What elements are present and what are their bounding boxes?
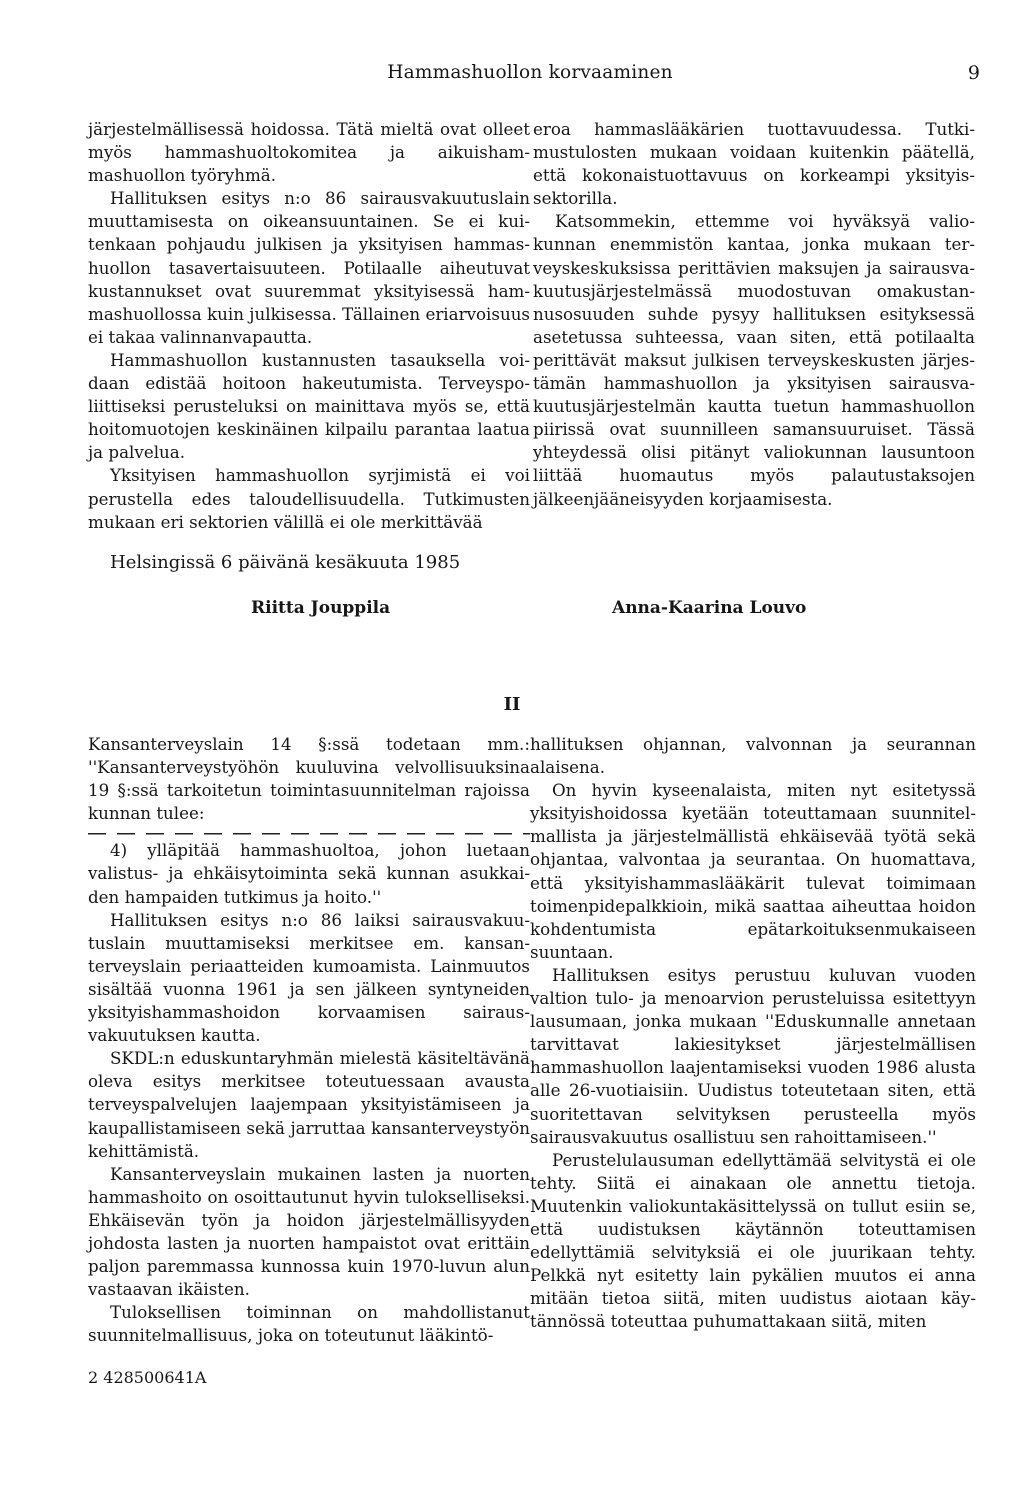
- paragraph: Yksityisen hammashuollon syrjimistä ei voi perustella edes taloudellisuudella. Tutkimusten mukaan eri sektorien välillä ei ole merkittävää: [88, 465, 530, 532]
- section-heading: II: [503, 694, 521, 715]
- paragraph: hallituksen ohjannan, valvonnan ja seurannan alaisena.: [530, 734, 976, 778]
- paragraph: Perustelulausuman edellyttämää selvitystä ei ole tehty. Siitä ei ainakaan ole annettu tietoja. Muutenkin valiokuntakäsittelyssä on tullut esiin se, että uudistuksen käytännön toteuttamisen edellyttämiä selvityksiä ei ole juurikaan tehty. Pelkkä nyt esitetty lain pykälien muutos ei anna mitään tietoa siitä, miten uudistus aiotaan käytännössä toteuttaa puhumattakaan siitä, miten: [530, 1149, 976, 1332]
- paragraph: Hallituksen esitys n:o 86 laiksi sairausvakuutuslain muuttamiseksi merkitsee em. kansanterveyslain periaatteiden kumoamista. Lainmuutos sisältää vuonna 1961 ja sen jälkeen syntyneiden yksityishammashoidon korvaamisen sairausvakuutuksen kautta.: [88, 909, 530, 1046]
- paragraph: On hyvin kyseenalaista, miten nyt esitetyssä yksityishoidossa kyetään toteuttamaan suunnitelmallista ja järjestelmällistä ehkäisevää työtä sekä ohjantaa, valvontaa ja seurantaa. On huomattava, että yksityishammaslääkärit tulevat toimimaan toimenpidepalkkioin, mikä saattaa aiheuttaa hoidon kohdentumista epätarkoituksenmukaiseen suuntaan.: [530, 780, 976, 962]
- paragraph: järjestelmällisessä hoidossa. Tätä mieltä ovat olleet myös hammashuoltokomitea ja aikuishammashuollon työryhmä.: [88, 119, 530, 186]
- part2-right-column: [530, 733, 976, 1333]
- signer-name: Riitta Jouppila: [251, 598, 391, 618]
- signature-place-date: Helsingissä 6 päivänä kesäkuuta 1985: [110, 552, 461, 573]
- part1-right-column: [533, 118, 975, 511]
- dashed-divider: [88, 828, 530, 838]
- signer-name: Anna-Kaarina Louvo: [612, 598, 807, 618]
- print-code: 2 428500641A: [88, 1368, 207, 1387]
- quote-intro: Kansanterveyslain 14 §:ssä todetaan mm.: ''Kansanterveystyöhön kuuluvina velvollisuuksina 19 §:ssä tarkoitetun toimintasuunnitelman rajoissa kunnan tulee:: [88, 734, 530, 824]
- paragraph: Katsommekin, ettemme voi hyväksyä valiokunnan enemmistön kantaa, jonka mukaan terveyskeskuksissa perittävien maksujen ja sairausvakuutusjärjestelmässä muodostuvan omakustannusosuuden suhde pysyy hallituksen esityksessä asetetussa suhteessa, vaan siten, että potilaalta perittävät maksut julkisen terveyskeskusten järjestämän hammashuollon ja yksityisen sairausvakuutusjärjestelmän kautta tuetun hammashuollon piirissä ovat suunnilleen samansuuruiset. Tässä yhteydessä olisi pitänyt valiokunnan lausuntoon liittää huomautus myös palautustaksojen jälkeenjääneisyyden korjaamisesta.: [533, 211, 975, 509]
- quote-item: 4) ylläpitää hammashuoltoa, johon luetaan valistus- ja ehkäisytoiminta sekä kunnan asukkaiden hampaiden tutkimus ja hoito.'': [88, 840, 530, 907]
- paragraph: Kansanterveyslain mukainen lasten ja nuorten hammashoito on osoittautunut hyvin tulokselliseksi. Ehkäisevän työn ja hoidon järjestelmällisyyden johdosta lasten ja nuorten hampaistot ovat erittäin paljon paremmassa kunnossa kuin 1970-luvun alun vastaavan ikäisten.: [88, 1163, 530, 1300]
- page-number: 9: [967, 62, 980, 84]
- paragraph: Hallituksen esitys perustuu kuluvan vuoden valtion tulo- ja menoarvion perusteluissa esitettyyn lausumaan, jonka mukaan ''Eduskunnalle annetaan tarvittavat lakiesitykset järjestelmällisen hammashuollon laajentamiseksi vuoden 1986 alusta alle 26-vuotiaisiin. Uudistus toteutetaan siten, että suoritettavan selvityksen perusteella myös sairausvakuutus osallistuu sen rahoittamiseen.'': [530, 964, 976, 1147]
- paragraph: Hammashuollon kustannusten tasauksella voidaan edistää hoitoon hakeutumista. Terveyspoliittiseksi perusteluksi on mainittava myös se, että hoitomuotojen keskinäinen kilpailu parantaa laatua ja palvelua.: [88, 349, 530, 463]
- part1-left-column: [88, 118, 530, 534]
- paragraph: SKDL:n eduskuntaryhmän mielestä käsiteltävänä oleva esitys merkitsee toteutuessaan avausta terveyspalvelujen laajempaan yksityistämiseen ja kaupallistamiseen sekä jarruttaa kansanterveystyön kehittämistä.: [88, 1048, 530, 1161]
- page-header: [0, 62, 1024, 92]
- paragraph: Hallituksen esitys n:o 86 sairausvakuutuslain muuttamisesta on oikeansuuntainen. Se ei kuitenkaan pohjaudu julkisen ja yksityisen hammashuollon tasavertaisuuteen. Potilaalle aiheutuvat kustannukset ovat suuremmat yksityisessä hammashuollossa kuin julkisessa. Tällainen eriarvoisuus ei takaa valinnanvapautta.: [88, 188, 530, 347]
- paragraph: eroa hammaslääkärien tuottavuudessa. Tutkimustulosten mukaan voidaan kuitenkin päätellä, että kokonaistuottavuus on korkeampi yksityissektorilla.: [533, 119, 975, 209]
- running-title: Hammashuollon korvaaminen: [387, 62, 673, 83]
- paragraph: Tuloksellisen toiminnan on mahdollistanut suunnitelmallisuus, joka on toteutunut lääkintö-: [88, 1302, 530, 1346]
- part2-left-column: [88, 733, 530, 1347]
